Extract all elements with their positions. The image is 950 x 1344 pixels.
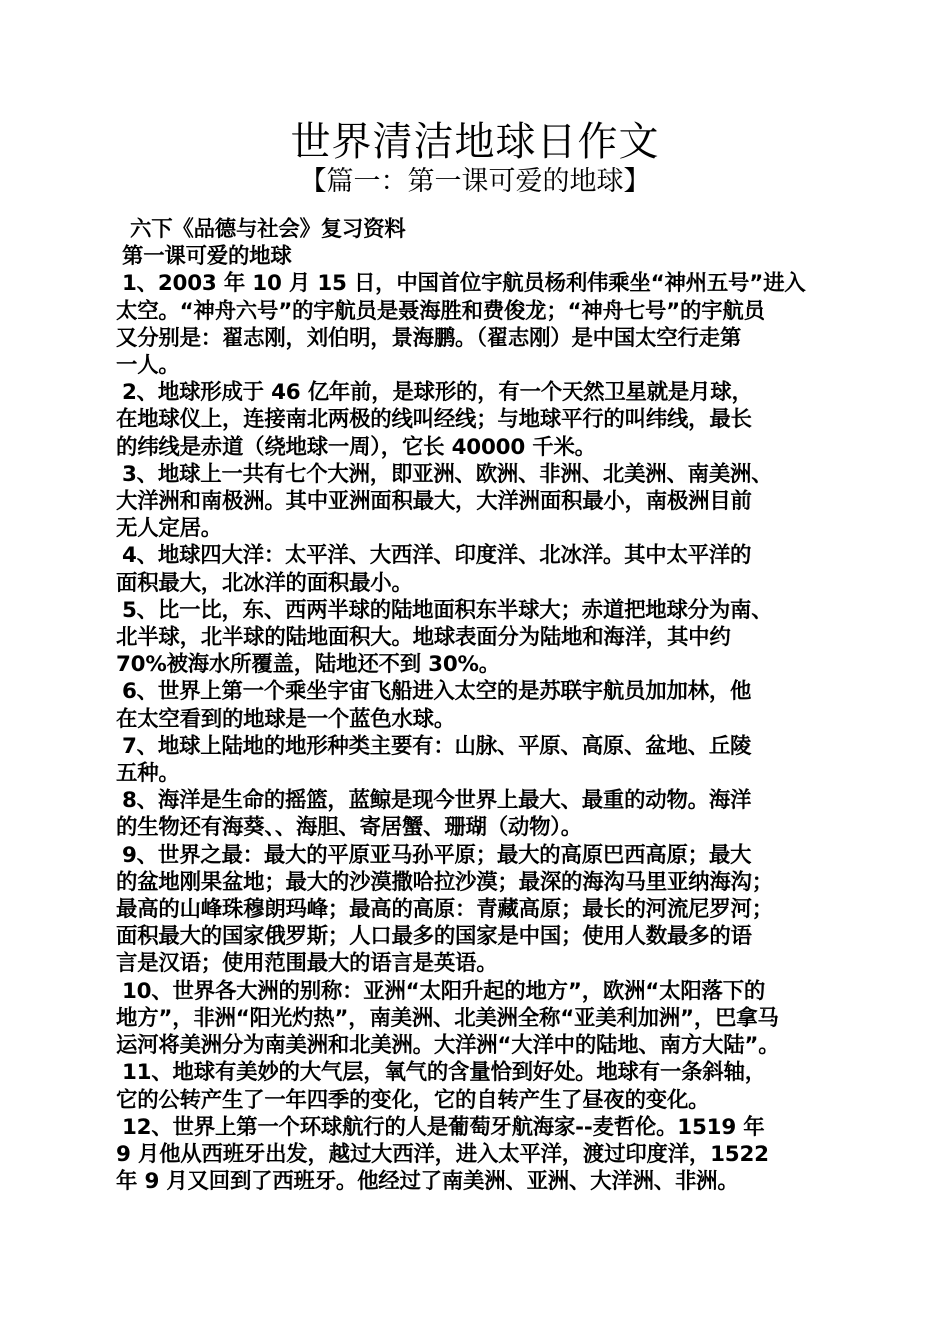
text-line: 最高的山峰珠穆朗玛峰；最高的高原：青藏高原；最长的河流尼罗河； [116, 897, 773, 923]
text-line: 北半球，北半球的陆地面积大。地球表面分为陆地和海洋，其中约 [116, 625, 731, 651]
text-line: 的纬线是赤道（绕地球一周），它长 40000 千米。 [116, 434, 596, 460]
text-line: 运河将美洲分为南美洲和北美洲。大洋洲“大洋中的陆地、南方大陆”。 [116, 1033, 780, 1059]
text-line: 言是汉语；使用范围最大的语言是英语。 [116, 951, 498, 977]
lesson-heading: 第一课可爱的地球 [122, 244, 292, 270]
text-line: 2、地球形成于 46 亿年前，是球形的，有一个天然卫星就是月球， [122, 380, 753, 406]
text-line: 10、世界各大洲的别称：亚洲“太阳升起的地方”，欧洲“太阳落下的 [122, 978, 766, 1004]
text-line: 7、地球上陆地的地形种类主要有：山脉、平原、高原、盆地、丘陵 [122, 733, 752, 759]
text-line: 在太空看到的地球是一个蓝色水球。 [116, 706, 456, 732]
text-line: 在地球仪上，连接南北两极的线叫经线；与地球平行的叫纬线，最长 [116, 407, 752, 433]
page-subtitle: 【篇一：第一课可爱的地球】 [299, 166, 651, 197]
text-line: 1、2003 年 10 月 15 日，中国首位宇航员杨利伟乘坐“神州五号”进入 [122, 271, 806, 297]
text-line: 12、世界上第一个环球航行的人是葡萄牙航海家--麦哲伦。1519 年 [122, 1114, 765, 1140]
text-line: 太空。“神舟六号”的宇航员是聂海胜和费俊龙；“神舟七号”的宇航员 [116, 298, 765, 324]
text-line: 大洋洲和南极洲。其中亚洲面积最大，大洋洲面积最小，南极洲目前 [116, 489, 752, 515]
text-line: 8、海洋是生命的摇篮，蓝鲸是现今世界上最大、最重的动物。海洋 [122, 788, 752, 814]
text-line: 的生物还有海葵、、海胆、寄居蟹、珊瑚（动物）。 [116, 815, 582, 841]
document-body [116, 216, 850, 1195]
text-line: 9、世界之最：最大的平原亚马孙平原；最大的高原巴西高原；最大 [122, 842, 752, 868]
text-line: 的盆地刚果盆地；最大的沙漠撒哈拉沙漠；最深的海沟马里亚纳海沟； [116, 869, 773, 895]
text-line: 4、地球四大洋：太平洋、大西洋、印度洋、北冰洋。其中太平洋的 [122, 543, 752, 569]
text-line: 6、世界上第一个乘坐宇宙飞船进入太空的是苏联宇航员加加林，他 [122, 679, 752, 705]
text-line: 五种。 [116, 761, 180, 787]
text-line: 3、地球上一共有七个大洲，即亚洲、欧洲、非洲、北美洲、南美洲、 [122, 461, 773, 487]
text-line: 9 月他从西班牙出发，越过大西洋，进入太平洋，渡过印度洋，1522 [116, 1141, 769, 1167]
text-line: 面积最大的国家俄罗斯；人口最多的国家是中国；使用人数最多的语 [116, 924, 752, 950]
text-line: 70%被海水所覆盖，陆地还不到 30%。 [116, 652, 500, 678]
text-line: 无人定居。 [116, 516, 222, 542]
text-line: 一人。 [116, 353, 180, 379]
text-line: 5、比一比，东、西两半球的陆地面积东半球大；赤道把地球分为南、 [122, 597, 773, 623]
text-line: 面积最大，北冰洋的面积最小。 [116, 570, 413, 596]
page-title: 世界清洁地球日作文 [290, 119, 660, 165]
text-line: 地方”，非洲“阳光灼热”，南美洲、北美洲全称“亚美利加洲”，巴拿马 [116, 1005, 779, 1031]
text-line: 11、地球有美妙的大气层，氧气的含量恰到好处。地球有一条斜轴， [122, 1060, 766, 1086]
text-line: 又分别是：翟志刚，刘伯明，景海鹏。（翟志刚）是中国太空行走第 [116, 325, 742, 351]
section-heading: 六下《品德与社会》复习资料 [130, 217, 406, 242]
text-line: 年 9 月又回到了西班牙。他经过了南美洲、亚洲、大洋洲、非洲。 [116, 1169, 739, 1195]
text-line: 它的公转产生了一年四季的变化，它的自转产生了昼夜的变化。 [116, 1087, 710, 1113]
